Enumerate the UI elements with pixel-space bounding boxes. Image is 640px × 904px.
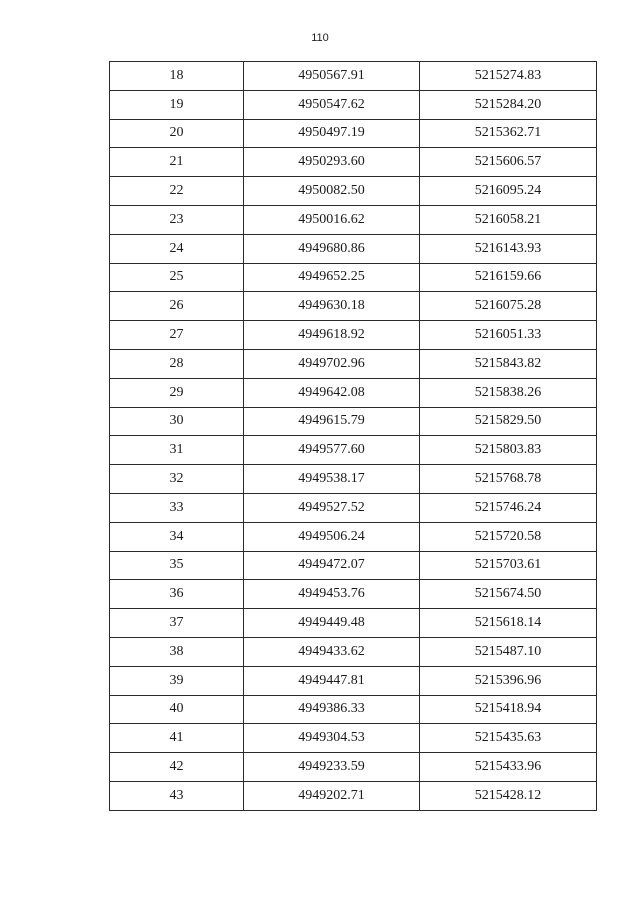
table-row: [110, 695, 597, 724]
x-coordinate-cell: 4950082.50: [244, 177, 420, 206]
point-number-cell: 33: [110, 493, 244, 522]
table-row: [110, 493, 597, 522]
table-row: [110, 666, 597, 695]
table-row: [110, 551, 597, 580]
coordinates-table: [109, 61, 597, 811]
point-number-cell: 37: [110, 609, 244, 638]
y-coordinate-cell: 5215428.12: [420, 781, 597, 810]
table-row: [110, 234, 597, 263]
point-number-cell: 28: [110, 349, 244, 378]
table-row: [110, 62, 597, 91]
point-number-cell: 19: [110, 90, 244, 119]
x-coordinate-cell: 4949304.53: [244, 724, 420, 753]
point-number-cell: 24: [110, 234, 244, 263]
x-coordinate-cell: 4949630.18: [244, 292, 420, 321]
y-coordinate-cell: 5215396.96: [420, 666, 597, 695]
x-coordinate-cell: 4949453.76: [244, 580, 420, 609]
x-coordinate-cell: 4949472.07: [244, 551, 420, 580]
y-coordinate-cell: 5215433.96: [420, 753, 597, 782]
y-coordinate-cell: 5215829.50: [420, 407, 597, 436]
x-coordinate-cell: 4950016.62: [244, 205, 420, 234]
x-coordinate-cell: 4949577.60: [244, 436, 420, 465]
point-number-cell: 27: [110, 321, 244, 350]
table-row: [110, 119, 597, 148]
y-coordinate-cell: 5215720.58: [420, 522, 597, 551]
x-coordinate-cell: 4949202.71: [244, 781, 420, 810]
table-row: [110, 637, 597, 666]
y-coordinate-cell: 5215362.71: [420, 119, 597, 148]
y-coordinate-cell: 5215487.10: [420, 637, 597, 666]
point-number-cell: 31: [110, 436, 244, 465]
x-coordinate-cell: 4949506.24: [244, 522, 420, 551]
point-number-cell: 18: [110, 62, 244, 91]
y-coordinate-cell: 5215838.26: [420, 378, 597, 407]
point-number-cell: 34: [110, 522, 244, 551]
y-coordinate-cell: 5216159.66: [420, 263, 597, 292]
table-row: [110, 724, 597, 753]
table-row: [110, 349, 597, 378]
x-coordinate-cell: 4949702.96: [244, 349, 420, 378]
x-coordinate-cell: 4949433.62: [244, 637, 420, 666]
table-row: [110, 753, 597, 782]
table-row: [110, 465, 597, 494]
table-row: [110, 205, 597, 234]
y-coordinate-cell: 5215843.82: [420, 349, 597, 378]
x-coordinate-cell: 4949449.48: [244, 609, 420, 638]
table-row: [110, 781, 597, 810]
point-number-cell: 43: [110, 781, 244, 810]
y-coordinate-cell: 5215418.94: [420, 695, 597, 724]
y-coordinate-cell: 5216075.28: [420, 292, 597, 321]
x-coordinate-cell: 4949233.59: [244, 753, 420, 782]
point-number-cell: 35: [110, 551, 244, 580]
point-number-cell: 26: [110, 292, 244, 321]
table-row: [110, 321, 597, 350]
point-number-cell: 23: [110, 205, 244, 234]
point-number-cell: 25: [110, 263, 244, 292]
page-number: 110: [311, 32, 329, 44]
y-coordinate-cell: 5215435.63: [420, 724, 597, 753]
point-number-cell: 38: [110, 637, 244, 666]
table-row: [110, 177, 597, 206]
y-coordinate-cell: 5215746.24: [420, 493, 597, 522]
x-coordinate-cell: 4950497.19: [244, 119, 420, 148]
table-row: [110, 522, 597, 551]
table-row: [110, 378, 597, 407]
point-number-cell: 22: [110, 177, 244, 206]
x-coordinate-cell: 4949386.33: [244, 695, 420, 724]
point-number-cell: 40: [110, 695, 244, 724]
x-coordinate-cell: 4949652.25: [244, 263, 420, 292]
y-coordinate-cell: 5215606.57: [420, 148, 597, 177]
table-row: [110, 580, 597, 609]
y-coordinate-cell: 5216143.93: [420, 234, 597, 263]
x-coordinate-cell: 4949618.92: [244, 321, 420, 350]
coordinates-table-body: [110, 62, 597, 811]
y-coordinate-cell: 5215803.83: [420, 436, 597, 465]
y-coordinate-cell: 5216051.33: [420, 321, 597, 350]
x-coordinate-cell: 4949538.17: [244, 465, 420, 494]
table-row: [110, 292, 597, 321]
point-number-cell: 21: [110, 148, 244, 177]
y-coordinate-cell: 5215674.50: [420, 580, 597, 609]
y-coordinate-cell: 5215618.14: [420, 609, 597, 638]
y-coordinate-cell: 5215284.20: [420, 90, 597, 119]
point-number-cell: 29: [110, 378, 244, 407]
table-row: [110, 90, 597, 119]
y-coordinate-cell: 5215768.78: [420, 465, 597, 494]
x-coordinate-cell: 4950567.91: [244, 62, 420, 91]
x-coordinate-cell: 4949642.08: [244, 378, 420, 407]
point-number-cell: 30: [110, 407, 244, 436]
table-row: [110, 148, 597, 177]
point-number-cell: 41: [110, 724, 244, 753]
x-coordinate-cell: 4949527.52: [244, 493, 420, 522]
point-number-cell: 20: [110, 119, 244, 148]
x-coordinate-cell: 4950293.60: [244, 148, 420, 177]
y-coordinate-cell: 5216058.21: [420, 205, 597, 234]
table-row: [110, 436, 597, 465]
x-coordinate-cell: 4950547.62: [244, 90, 420, 119]
y-coordinate-cell: 5215274.83: [420, 62, 597, 91]
point-number-cell: 36: [110, 580, 244, 609]
x-coordinate-cell: 4949680.86: [244, 234, 420, 263]
y-coordinate-cell: 5216095.24: [420, 177, 597, 206]
point-number-cell: 39: [110, 666, 244, 695]
table-row: [110, 407, 597, 436]
point-number-cell: 42: [110, 753, 244, 782]
x-coordinate-cell: 4949447.81: [244, 666, 420, 695]
x-coordinate-cell: 4949615.79: [244, 407, 420, 436]
table-row: [110, 609, 597, 638]
y-coordinate-cell: 5215703.61: [420, 551, 597, 580]
point-number-cell: 32: [110, 465, 244, 494]
table-row: [110, 263, 597, 292]
